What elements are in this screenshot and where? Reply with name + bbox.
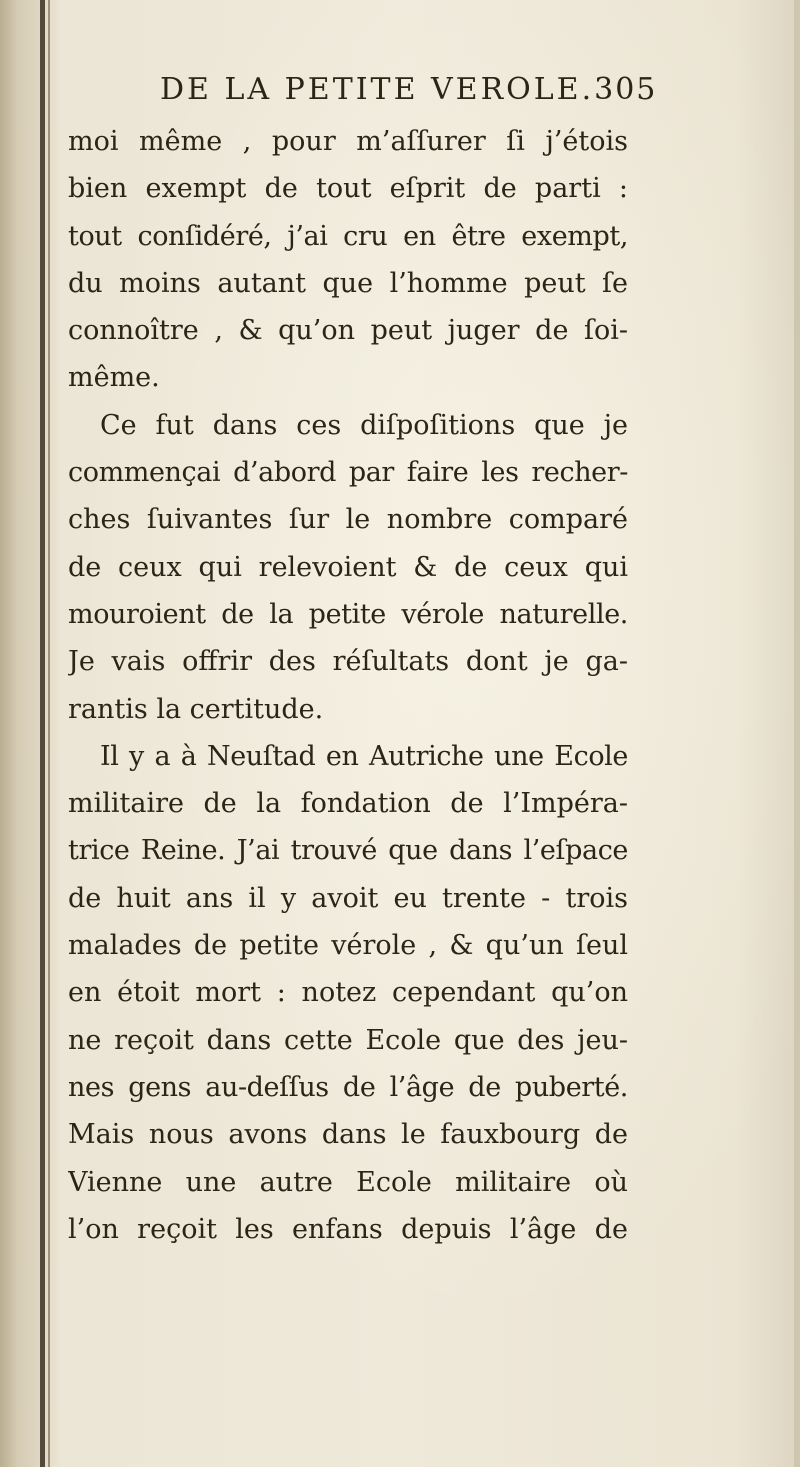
text-line: malades de petite vérole , & qu’un ſeul [68,930,628,962]
binding-edge-inner [48,0,50,1467]
text-line: moi même , pour m’aſſurer ſi j’étois [68,126,628,157]
binding-edge [40,0,45,1467]
text-line: commençai d’abord par faire les recher- [68,457,628,489]
text-line: de huit ans il y avoit eu trente - trois [68,882,628,914]
text-line: militaire de la fondation de l’Impéra- [68,788,628,820]
text-line: Vienne une autre Ecole militaire où [68,1166,628,1198]
text-line: du moins autant que l’homme peut ſe [68,267,628,299]
text-line: Ce fut dans ces diſpoſitions que je [100,409,628,441]
gutter-shadow [0,0,60,1467]
text-line: Je vais offrir des réſultats dont je ga- [68,646,628,678]
text-line: mouroient de la petite vérole naturelle. [68,598,628,630]
page-header [160,72,658,122]
text-line: Mais nous avons dans le fauxbourg de [68,1119,628,1151]
text-line: trice Reine. J’ai trouvé que dans l’eſpace [68,835,628,867]
text-line: même. [68,362,160,394]
text-line: ches ſuivantes ſur le nombre comparé [68,504,628,536]
text-line: l’on reçoit les enfans depuis l’âge de [68,1213,628,1245]
text-line: ne reçoit dans cette Ecole que des jeu- [68,1024,628,1056]
text-line: nes gens au-deſſus de l’âge de puberté. [68,1071,628,1103]
text-line: rantis la certitude. [68,693,324,725]
text-line: bien exempt de tout eſprit de parti : [68,173,628,205]
text-line: de ceux qui relevoient & de ceux qui [68,551,628,583]
running-head: DE LA PETITE VEROLE. [160,72,595,107]
text-line: tout conſidéré, j’ai cru en être exempt, [68,220,628,252]
page-number: 305 [594,72,658,107]
text-line: connoître , & qu’on peut juger de ſoi- [68,315,628,347]
body-text [68,118,628,1253]
text-line: Il y a à Neuſtad en Autriche une Ecole [100,740,628,772]
text-line: en étoit mort : notez cependant qu’on [68,977,628,1009]
page-edge [794,0,800,1467]
